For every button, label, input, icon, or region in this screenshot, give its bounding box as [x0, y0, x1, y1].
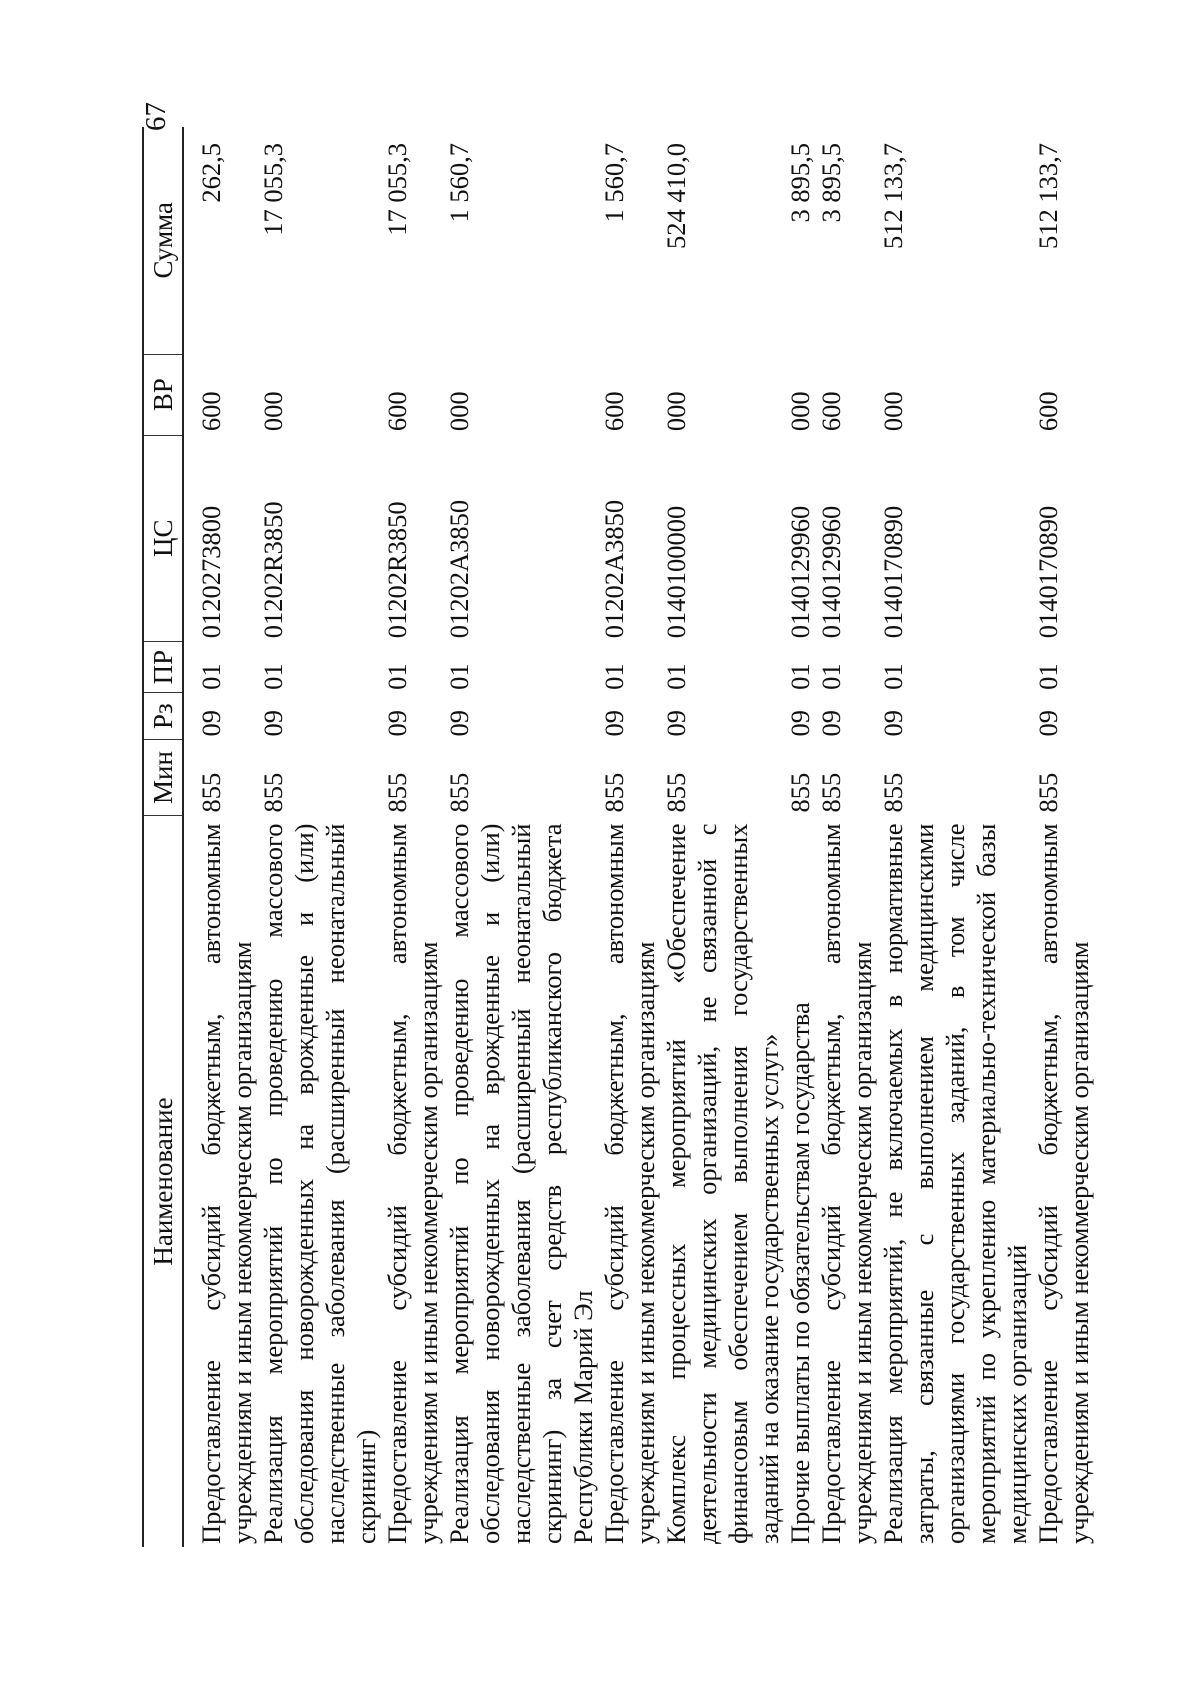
row-cs: 0140100000 — [661, 505, 691, 639]
row-name: Предоставление субсидий бюджетным, автономным учреждениям и иным некоммерческим организациям — [816, 823, 877, 1544]
row-name: Предоставление субсидий бюджетным, автономным учреждениям и иным некоммерческим организациям — [599, 823, 660, 1544]
row-sum: 17 055,3 — [382, 143, 412, 236]
header-name: Наименование — [143, 816, 183, 1547]
row-vr: 600 — [196, 391, 226, 432]
row-min: 855 — [258, 772, 288, 813]
row-sum: 512 133,7 — [878, 143, 908, 249]
row-pr: 01 — [661, 663, 691, 690]
row-min: 855 — [785, 772, 815, 813]
header-row — [143, 127, 183, 1547]
row-pr: 01 — [816, 663, 846, 690]
table-row — [258, 127, 382, 1547]
row-pr: 01 — [196, 663, 226, 690]
header-pr: ПР — [143, 641, 183, 693]
row-sum: 1 560,7 — [444, 143, 474, 223]
row-rz: 09 — [258, 709, 288, 737]
table-row — [444, 127, 599, 1547]
row-min: 855 — [878, 772, 908, 813]
row-rz: 09 — [785, 709, 815, 737]
header-sum: Сумма — [143, 127, 183, 354]
header-rz: Рз — [143, 693, 183, 740]
table-row — [661, 127, 785, 1547]
row-vr: 000 — [444, 391, 474, 432]
row-min: 855 — [444, 772, 474, 813]
row-rz: 09 — [661, 709, 691, 737]
header-min: Мин — [143, 739, 183, 815]
row-vr: 000 — [258, 391, 288, 432]
row-name: Реализация мероприятий, не включаемых в нормативные затраты, связанные с выполнением медицинскими организациями государственных заданий, в том числе мероприятий по укреплению материально-технической базы медицинских организаций — [878, 823, 1032, 1544]
row-name: Реализация мероприятий по проведению массового обследования новорожденных на врожденные и (или) наследственные заболевания (расширенный неонатальный скрининг) — [258, 823, 381, 1544]
row-sum: 17 055,3 — [258, 143, 288, 236]
row-cs: 01202R3850 — [382, 501, 412, 639]
row-vr: 600 — [816, 391, 846, 432]
table-row — [183, 127, 258, 1547]
row-vr: 000 — [878, 391, 908, 432]
row-name: Предоставление субсидий бюджетным, автономным учреждениям и иным некоммерческим организациям — [382, 823, 443, 1544]
header-cs: ЦС — [143, 435, 183, 641]
row-vr: 600 — [599, 391, 629, 432]
row-pr: 01 — [878, 663, 908, 690]
row-name: Прочие выплаты по обязательствам государства — [785, 1002, 815, 1544]
page-number: 67 — [140, 102, 172, 131]
row-rz: 09 — [816, 709, 846, 737]
row-vr: 000 — [661, 391, 691, 432]
row-min: 855 — [661, 772, 691, 813]
table-row — [878, 127, 1033, 1547]
table-row — [599, 127, 661, 1547]
row-sum: 524 410,0 — [661, 143, 691, 249]
row-vr: 600 — [1033, 391, 1063, 432]
row-name: Реализация мероприятий по проведению массового обследования новорожденных на врожденные и (или) наследственные заболевания (расширенный неонатальный скрининг) за счет средств республиканского бюджета Республики Марий Эл — [444, 823, 598, 1544]
table-row — [1033, 127, 1095, 1547]
row-pr: 01 — [444, 663, 474, 690]
row-name: Комплекс процессных мероприятий «Обеспечение деятельности медицинских организаций, не связанной с финансовым обеспечением выполнения государственных заданий на оказание государственных услуг» — [661, 823, 784, 1544]
row-cs: 0140129960 — [785, 505, 815, 639]
row-rz: 09 — [444, 709, 474, 737]
row-pr: 01 — [599, 663, 629, 690]
row-pr: 01 — [785, 663, 815, 690]
row-min: 855 — [382, 772, 412, 813]
row-sum: 512 133,7 — [1033, 143, 1063, 249]
row-sum: 3 895,5 — [816, 143, 846, 223]
row-sum: 262,5 — [196, 143, 226, 203]
row-pr: 01 — [1033, 663, 1063, 690]
row-sum: 1 560,7 — [599, 143, 629, 223]
header-vr: ВР — [143, 354, 183, 435]
row-cs: 0120273800 — [196, 505, 226, 639]
row-rz: 09 — [382, 709, 412, 737]
row-name: Предоставление субсидий бюджетным, автономным учреждениям и иным некоммерческим организациям — [196, 823, 257, 1544]
row-cs: 01202R3850 — [258, 501, 288, 639]
table-row — [785, 127, 816, 1547]
row-vr: 000 — [785, 391, 815, 432]
row-rz: 09 — [878, 709, 908, 737]
table-body — [183, 127, 1095, 1547]
row-min: 855 — [196, 772, 226, 813]
row-sum: 3 895,5 — [785, 143, 815, 223]
row-rz: 09 — [599, 709, 629, 737]
table-row — [816, 127, 878, 1547]
row-min: 855 — [1033, 772, 1063, 813]
row-rz: 09 — [1033, 709, 1063, 737]
row-rz: 09 — [196, 709, 226, 737]
row-cs: 01202A3850 — [444, 499, 474, 639]
row-cs: 01202A3850 — [599, 499, 629, 639]
row-cs: 0140170890 — [1033, 505, 1063, 639]
row-name: Предоставление субсидий бюджетным, автономным учреждениям и иным некоммерческим организациям — [1033, 823, 1094, 1544]
row-min: 855 — [816, 772, 846, 813]
row-pr: 01 — [382, 663, 412, 690]
row-cs: 0140170890 — [878, 505, 908, 639]
row-vr: 600 — [382, 391, 412, 432]
budget-table — [142, 127, 1095, 1547]
table-row — [382, 127, 444, 1547]
row-min: 855 — [599, 772, 629, 813]
row-pr: 01 — [258, 663, 288, 690]
row-cs: 0140129960 — [816, 505, 846, 639]
table-header — [143, 127, 183, 1547]
